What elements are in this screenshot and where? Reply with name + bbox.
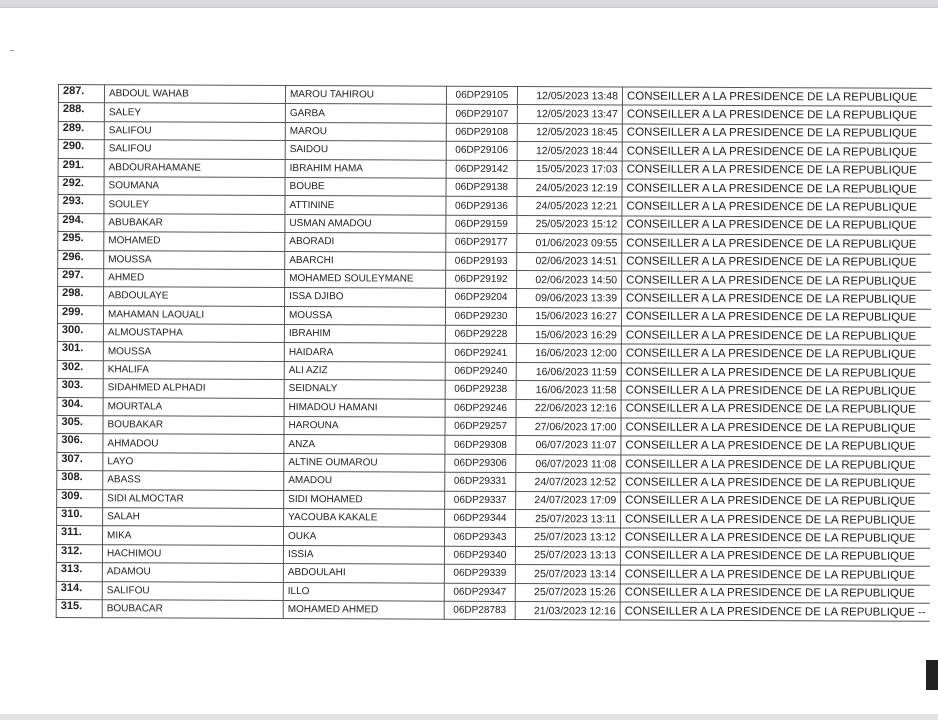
- row-number: 288.: [58, 103, 104, 122]
- date-time: 09/06/2023 13:39: [517, 289, 622, 308]
- first-name: MOURTALA: [103, 397, 284, 416]
- registration-code: 06DP29339: [444, 564, 515, 583]
- function: CONSEILLER A LA PRESIDENCE DE LA REPUBLIQUE: [621, 326, 931, 346]
- last-name: ATTININE: [285, 196, 446, 215]
- scan-bottom-edge: [0, 714, 938, 720]
- last-name: HAROUNA: [284, 417, 445, 436]
- last-name: MOHAMED SOULEYMANE: [285, 269, 446, 288]
- row-number: 300.: [57, 324, 103, 343]
- last-name: ILLO: [283, 582, 444, 601]
- registration-code: 06DP29340: [444, 546, 515, 565]
- row-number: 297.: [58, 268, 104, 287]
- function: CONSEILLER A LA PRESIDENCE DE LA REPUBLIQUE: [621, 492, 931, 512]
- registration-code: 06DP29257: [445, 417, 516, 436]
- first-name: LAYO: [103, 453, 284, 472]
- first-name: ABASS: [103, 471, 284, 490]
- function: CONSEILLER A LA PRESIDENCE DE LA REPUBLIQUE: [622, 142, 932, 162]
- first-name: SOUMANA: [104, 177, 285, 196]
- function: CONSEILLER A LA PRESIDENCE DE LA REPUBLIQUE: [622, 252, 932, 272]
- registration-code: 06DP29106: [446, 141, 517, 160]
- date-time: 25/07/2023 15:26: [515, 583, 620, 602]
- row-number: 305.: [57, 416, 103, 435]
- function: CONSEILLER A LA PRESIDENCE DE LA REPUBLIQUE: [621, 308, 931, 328]
- registration-code: 06DP29142: [446, 160, 517, 179]
- function: CONSEILLER A LA PRESIDENCE DE LA REPUBLIQUE: [620, 528, 930, 548]
- first-name: SALIFOU: [104, 121, 285, 140]
- date-time: 27/06/2023 17:00: [516, 418, 621, 437]
- first-name: MOHAMED: [104, 232, 285, 251]
- last-name: MOUSSA: [284, 306, 445, 325]
- row-number: 295.: [58, 232, 104, 251]
- date-time: 12/05/2023 18:45: [517, 123, 622, 142]
- first-name: SIDAHMED ALPHADI: [103, 379, 284, 398]
- date-time: 25/07/2023 13:11: [516, 509, 621, 528]
- first-name: SALEY: [104, 103, 285, 122]
- row-number: 287.: [58, 85, 104, 104]
- last-name: ABDOULAHI: [283, 564, 444, 583]
- registration-code: 06DP29177: [446, 233, 517, 252]
- registration-code: 06DP29193: [446, 252, 517, 271]
- registration-code: 06DP29308: [445, 436, 516, 455]
- function: CONSEILLER A LA PRESIDENCE DE LA REPUBLIQUE: [622, 289, 932, 309]
- last-name: ABARCHI: [285, 251, 446, 270]
- first-name: KHALIFA: [103, 361, 284, 380]
- date-time: 01/06/2023 09:55: [517, 234, 622, 253]
- last-name: SAIDOU: [285, 141, 446, 160]
- last-name: HAIDARA: [284, 343, 445, 362]
- date-time: 25/07/2023 13:14: [515, 565, 620, 584]
- first-name: MOUSSA: [104, 250, 285, 269]
- last-name: SEIDNALY: [284, 380, 445, 399]
- date-time: 12/05/2023 13:48: [517, 87, 622, 106]
- row-number: 303.: [57, 379, 103, 398]
- date-time: 25/07/2023 13:13: [515, 546, 620, 565]
- registration-code: 06DP29192: [446, 270, 517, 289]
- function: CONSEILLER A LA PRESIDENCE DE LA REPUBLIQUE: [622, 87, 932, 107]
- last-name: ALTINE OUMAROU: [284, 453, 445, 472]
- registration-code: 06DP29108: [446, 123, 517, 142]
- first-name: MAHAMAN LAOUALI: [103, 305, 284, 324]
- row-number: 299.: [57, 305, 103, 324]
- date-time: 22/06/2023 12:16: [516, 399, 621, 418]
- date-time: 25/05/2023 15:12: [517, 215, 622, 234]
- registration-code: 06DP29344: [445, 509, 516, 528]
- last-name: SIDI MOHAMED: [284, 490, 445, 509]
- date-time: 16/06/2023 12:00: [516, 344, 621, 363]
- last-name: ISSIA: [283, 545, 444, 564]
- function: CONSEILLER A LA PRESIDENCE DE LA REPUBLIQUE: [621, 436, 931, 456]
- first-name: SALIFOU: [104, 140, 285, 159]
- function: CONSEILLER A LA PRESIDENCE DE LA REPUBLIQUE: [621, 400, 931, 420]
- row-number: 312.: [56, 544, 102, 563]
- function: CONSEILLER A LA PRESIDENCE DE LA REPUBLIQUE: [622, 179, 932, 199]
- row-number: 306.: [57, 434, 103, 453]
- first-name: BOUBAKAR: [103, 416, 284, 435]
- function: CONSEILLER A LA PRESIDENCE DE LA REPUBLIQUE: [622, 197, 932, 217]
- date-time: 24/05/2023 12:19: [517, 178, 622, 197]
- date-time: 24/07/2023 17:09: [516, 491, 621, 510]
- function: CONSEILLER A LA PRESIDENCE DE LA REPUBLIQUE: [621, 344, 931, 364]
- first-name: MIKA: [102, 526, 283, 545]
- date-time: 02/06/2023 14:51: [517, 252, 622, 271]
- first-name: HACHIMOU: [102, 544, 283, 563]
- registration-code: 06DP29347: [444, 583, 515, 602]
- row-number: 298.: [58, 287, 104, 306]
- last-name: MOHAMED AHMED: [283, 600, 444, 619]
- date-time: 24/07/2023 12:52: [516, 473, 621, 492]
- first-name: ABDOUL WAHAB: [104, 85, 285, 104]
- scan-mark: [10, 50, 14, 51]
- last-name: IBRAHIM HAMA: [285, 159, 446, 178]
- registration-code: 06DP29136: [446, 197, 517, 216]
- registration-code: 06DP29238: [445, 380, 516, 399]
- last-name: GARBA: [285, 104, 446, 123]
- date-time: 16/06/2023 11:59: [516, 362, 621, 381]
- last-name: ANZA: [284, 435, 445, 454]
- date-time: 06/07/2023 11:08: [516, 454, 621, 473]
- row-number: 292.: [58, 176, 104, 195]
- row-number: 294.: [58, 213, 104, 232]
- date-time: 15/05/2023 17:03: [517, 160, 622, 179]
- last-name: YACOUBA KAKALE: [284, 508, 445, 527]
- last-name: ISSA DJIBO: [285, 288, 446, 307]
- registration-code: 06DP29230: [445, 307, 516, 326]
- registration-code: 06DP29107: [446, 105, 517, 124]
- function: CONSEILLER A LA PRESIDENCE DE LA REPUBLIQUE: [620, 584, 930, 604]
- registration-code: 06DP29241: [445, 344, 516, 363]
- first-name: ABDOURAHAMANE: [104, 158, 285, 177]
- function: CONSEILLER A LA PRESIDENCE DE LA REPUBLIQUE: [620, 565, 930, 585]
- date-time: 12/05/2023 13:47: [517, 105, 622, 124]
- first-name: SALAH: [103, 508, 284, 527]
- last-name: IBRAHIM: [284, 325, 445, 344]
- date-time: 25/07/2023 13:12: [515, 528, 620, 547]
- first-name: SOULEY: [104, 195, 285, 214]
- last-name: BOUBE: [285, 177, 446, 196]
- first-name: ABUBAKAR: [104, 213, 285, 232]
- row-number: 310.: [57, 507, 103, 526]
- date-time: 15/06/2023 16:27: [516, 307, 621, 326]
- registration-code: 06DP28783: [444, 601, 515, 620]
- date-time: 21/03/2023 12:16: [515, 601, 620, 620]
- date-time: 06/07/2023 11:07: [516, 436, 621, 455]
- registration-code: 06DP29105: [446, 86, 517, 105]
- first-name: SALIFOU: [102, 581, 283, 600]
- first-name: ALMOUSTAPHA: [103, 324, 284, 343]
- function: CONSEILLER A LA PRESIDENCE DE LA REPUBLIQUE: [621, 381, 931, 401]
- last-name: USMAN AMADOU: [285, 214, 446, 233]
- row-number: 290.: [58, 140, 104, 159]
- registration-code: 06DP29331: [445, 472, 516, 491]
- function: CONSEILLER A LA PRESIDENCE DE LA REPUBLIQUE: [622, 234, 932, 254]
- function: CONSEILLER A LA PRESIDENCE DE LA REPUBLIQUE: [622, 161, 932, 181]
- first-name: MOUSSA: [103, 342, 284, 361]
- first-name: SIDI ALMOCTAR: [103, 489, 284, 508]
- row-number: 291.: [58, 158, 104, 177]
- function: CONSEILLER A LA PRESIDENCE DE LA REPUBLIQUE: [621, 418, 931, 438]
- first-name: ABDOULAYE: [104, 287, 285, 306]
- registration-code: 06DP29343: [444, 528, 515, 547]
- last-name: MAROU: [285, 122, 446, 141]
- function: CONSEILLER A LA PRESIDENCE DE LA REPUBLIQUE: [621, 473, 931, 493]
- date-time: 12/05/2023 18:44: [517, 142, 622, 161]
- row-number: 296.: [58, 250, 104, 269]
- row-number: 308.: [57, 471, 103, 490]
- registration-code: 06DP29246: [445, 399, 516, 418]
- row-number: 301.: [57, 342, 103, 361]
- function: CONSEILLER A LA PRESIDENCE DE LA REPUBLIQUE: [620, 547, 930, 567]
- scan-top-edge: [0, 0, 938, 8]
- table-row: [56, 599, 930, 621]
- function: CONSEILLER A LA PRESIDENCE DE LA REPUBLIQUE: [621, 363, 931, 383]
- row-number: 304.: [57, 397, 103, 416]
- function: CONSEILLER A LA PRESIDENCE DE LA REPUBLIQUE: [622, 216, 932, 236]
- registration-code: 06DP29228: [445, 325, 516, 344]
- last-name: OUKA: [283, 527, 444, 546]
- row-number: 315.: [56, 599, 102, 618]
- first-name: AHMED: [104, 269, 285, 288]
- last-name: ALI AZIZ: [284, 361, 445, 380]
- row-number: 314.: [56, 581, 102, 600]
- function: CONSEILLER A LA PRESIDENCE DE LA REPUBLIQUE: [621, 455, 931, 475]
- registration-code: 06DP29159: [446, 215, 517, 234]
- row-number: 302.: [57, 360, 103, 379]
- last-name: ABORADI: [285, 233, 446, 252]
- first-name: ADAMOU: [102, 563, 283, 582]
- date-time: 15/06/2023 16:29: [516, 326, 621, 345]
- row-number: 289.: [58, 121, 104, 140]
- registration-code: 06DP29240: [445, 362, 516, 381]
- registration-code: 06DP29138: [446, 178, 517, 197]
- row-number: 309.: [57, 489, 103, 508]
- function: CONSEILLER A LA PRESIDENCE DE LA REPUBLIQUE: [621, 510, 931, 530]
- scan-corner-mark: [926, 660, 938, 690]
- date-time: 16/06/2023 11:58: [516, 381, 621, 400]
- first-name: AHMADOU: [103, 434, 284, 453]
- date-time: 24/05/2023 12:21: [517, 197, 622, 216]
- function: CONSEILLER A LA PRESIDENCE DE LA REPUBLIQUE: [622, 124, 932, 144]
- date-time: 02/06/2023 14:50: [517, 270, 622, 289]
- row-number: 311.: [56, 526, 102, 545]
- registration-code: 06DP29306: [445, 454, 516, 473]
- first-name: BOUBACAR: [102, 600, 283, 619]
- last-name: MAROU TAHIROU: [285, 85, 446, 104]
- registration-code: 06DP29337: [445, 491, 516, 510]
- last-name: HIMADOU HAMANI: [284, 398, 445, 417]
- last-name: AMADOU: [284, 472, 445, 491]
- registration-code: 06DP29204: [446, 288, 517, 307]
- row-number: 313.: [56, 563, 102, 582]
- function: CONSEILLER A LA PRESIDENCE DE LA REPUBLIQUE --: [620, 602, 930, 622]
- function: CONSEILLER A LA PRESIDENCE DE LA REPUBLIQUE: [622, 105, 932, 125]
- row-number: 307.: [57, 452, 103, 471]
- row-number: 293.: [58, 195, 104, 214]
- function: CONSEILLER A LA PRESIDENCE DE LA REPUBLIQUE: [622, 271, 932, 291]
- appointments-table: [56, 84, 932, 622]
